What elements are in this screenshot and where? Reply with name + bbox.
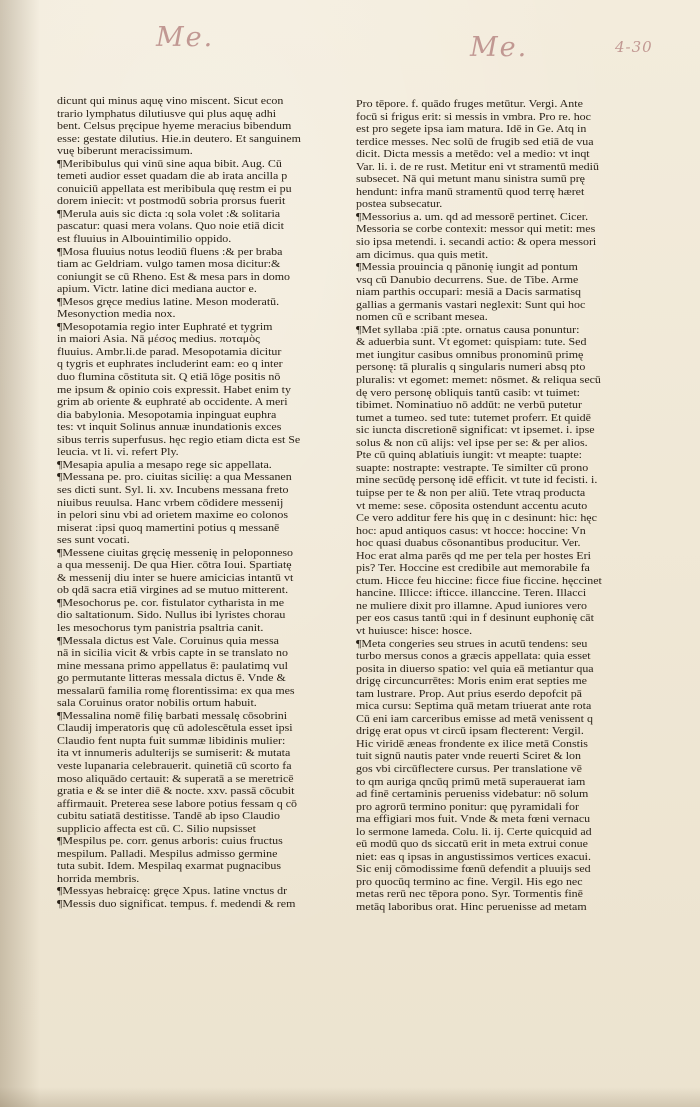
text-line: mine secūdę personę idē efficit. vt tute id fecisti. i. (356, 475, 598, 487)
handwritten-folio-number: 4-30 (615, 38, 653, 56)
text-line: Pro tēpore. f. quādo fruges metūtur. Vergi. Ante (356, 99, 583, 110)
text-line: posita in diuerso spatio: vel quia eā metiantur qua (356, 663, 594, 675)
text-line: ¶Messia prouincia q pānonię iungit ad pontum (356, 262, 578, 274)
text-line: me ipsum & opinio cois expressit. Habet enim ty (57, 384, 291, 396)
text-line: Hoc erat alma parēs qd me per tela per hostes Eri (356, 550, 591, 562)
text-line: vuę biberunt meracissimum. (57, 146, 193, 158)
text-line: Hic viridē æneas frondente ex ilice metā Constis (356, 738, 588, 750)
text-line: Claudij imperatoris quę cū adolescētula esset ipsi (57, 723, 293, 735)
text-line: tam lustrare. Prop. Aut prius eserdo depofcit pā (356, 688, 582, 700)
text-line: metas rerū nec tēpora pono. Syr. Tormentis finē (356, 889, 583, 901)
text-line: ses sunt vocati. (57, 535, 130, 547)
text-line: vsq cū Danubio decurrens. Sue. de Tibe. Arme (356, 274, 579, 286)
text-line: drigę erat opus vt circū ipsam flecterent: Vergil. (356, 726, 584, 738)
text-line: dia babylonia. Mesopotamia inpinguat euphra (57, 409, 277, 421)
text-line: ¶Messana pe. pro. ciuitas sicilię: a qua Messanen (57, 472, 292, 484)
text-line: postea subsecatur. (356, 199, 443, 211)
text-line: pro quocūq termino ac fine. Vergil. His ego nec (356, 876, 583, 888)
text-line: & messenij diu inter se huere amicicias intantū vt (57, 572, 294, 584)
text-line: ¶Mosa fluuius notus leodiū fluens :& per braba (57, 246, 283, 258)
text-line: ita vt innumeris adulterijs se sumiserit: & mutata (57, 748, 291, 760)
text-line: to qm auriga qncūq primū metā superauerat iam (356, 776, 586, 788)
text-line: sio ipsa metendi. i. secandi actio: & opera messori (356, 237, 597, 249)
text-line: horrida membris. (57, 873, 140, 885)
text-line: hancine. Illicce: ifticce. illanccine. Teren. Illacci (356, 588, 587, 600)
text-line: gratia e & se inter diē & nocte. xxv. passā cōcubit (57, 786, 295, 798)
text-line: dicunt qui minus aquę vino miscent. Sicut econ (57, 96, 284, 107)
text-line: ¶Mespilus pe. corr. genus arboris: cuius fructus (57, 836, 283, 848)
text-line: affirmauit. Preterea sese labore potius fessam q cō (57, 798, 298, 810)
text-line: per eos casus tantū :qui in f desinunt euphonię cāt (356, 613, 594, 625)
text-line: metāq laboribus orat. Hinc peruenisse ad metam (356, 902, 587, 913)
text-line: ¶Meta congeries seu strues in acutū tendens: seu (356, 638, 588, 650)
text-line: supplicio affecta est cū. C. Silio nupsisset (57, 823, 256, 835)
text-line: ¶Messis duo significat. tempus. f. medendi & rem (57, 899, 296, 910)
text-line: niuibus reuulsa. Hanc vrbem cōdidere messenij (57, 497, 284, 509)
text-line: in pelori sinu vbi ad orietem maxime eo colonos (57, 510, 288, 522)
text-line: tumet a tumeo. sed tute: tutemet proferr. Et quidē (356, 412, 591, 424)
text-line: bent. Celsus pręcipue hyeme meracius bibendum (57, 121, 292, 133)
text-line: ¶Merula auis sic dicta :q sola volet :& solitaria (57, 208, 281, 220)
text-line: hoc quasi duabus cōsonantibus producitur. Ver. (356, 538, 581, 550)
text-line: sic iuncta discretionē significat: vt ipsemet. i. ipse (356, 425, 595, 437)
text-line: les mesochorus tym panistria psaltria canit. (57, 622, 264, 634)
text-line: niam parthis occupari: mesiā a Dacis sarmatisq (356, 287, 581, 299)
text-line: gos vbi circūflectere cursus. Per translatione vē (356, 763, 582, 775)
text-line: go permutante litteras messala dictus ē. Vnde & (57, 673, 286, 685)
text-line: suapte: nostrapte: vestrapte. Te similter cū prono (356, 462, 589, 474)
text-line: tes: vt inquit Solinus annuæ inundationis exces (57, 422, 282, 434)
text-line: nomen cū e scribant mesea. (356, 312, 488, 324)
text-line: duo flumina cōstituta sit. Q etiā lōge positis nō (57, 372, 281, 384)
text-line: ¶Messalina nomē filię barbati messalę cōsobrini (57, 710, 288, 722)
text-line: sala Coruinus orator nobilis ortum habuit. (57, 698, 257, 710)
text-line: temeti audior esset quadam die ab irata ancilla p (57, 171, 288, 183)
text-line: terdice messes. Nec solū de frugib sed etiā de vua (356, 136, 594, 148)
text-line: ne muliere dixit pro illamne. Apud iuniores vero (356, 600, 587, 612)
text-line: tuta subit. Idem. Mespilaq exarmat pugnacibus (57, 861, 281, 873)
text-line: pis? Ter. Hoccine est credibile aut memorabile fa (356, 563, 590, 575)
text-line: messalarū familia romę florentissima: ex qua mes (57, 685, 295, 697)
bottom-shadow (0, 1087, 700, 1107)
text-line: mica cursu: Septima quā metam triuerat ante rota (356, 701, 592, 713)
text-line: Messoria se corbe contexit: messor qui metit: mes (356, 224, 596, 236)
text-line: moso aliquādo certauit: & superatā a se meretricē (57, 773, 294, 785)
text-line: mine messana primo appellatus ē: paulatimq vul (57, 660, 288, 672)
text-line: tiam ac Geldriam. vulgo tamen mosa dicitur:& (57, 259, 281, 271)
text-line: ¶Messyas hebraicę: gręce Xpus. latine vnctus dr (57, 886, 288, 898)
text-line: Cū eni iam carceribus emisse ad metā venissent q (356, 713, 593, 725)
text-line: turbo mersus conos a græcis appellata: quia esset (356, 651, 591, 663)
text-line: vt meme: sese. cōposita ostendunt accentu acuto (356, 500, 588, 512)
text-line: subsecet. Nā qui metunt manu sinistra sumū prę (356, 174, 585, 186)
text-line: Claudio fent nupta fuit summæ libidinis mulier: (57, 735, 286, 747)
text-line: nā in sicilia vicit & vrbis capte in se translato no (57, 648, 288, 660)
handwritten-annotation-left: Me. (156, 22, 215, 53)
text-line: q tygris et euphrates includerint eam: eo q inter (57, 359, 283, 371)
text-line: Pte cū quinq ablatiuis iungit: vt meapte: tuapte: (356, 450, 583, 462)
text-line: Ce vero additur fere his quę in c desinunt: hic: hęc (356, 513, 597, 525)
text-line: in maiori Asia. Nā μέσος medius. ποταμὸς (57, 334, 260, 346)
text-line: ¶Met syllaba :piā :pte. ornatus causa ponuntur: (356, 324, 580, 336)
text-line: ¶Messala dictus est Vale. Coruinus quia messa (57, 635, 279, 647)
text-line: est fluuius in Albouintimilio oppido. (57, 234, 232, 246)
text-line: ob qdā sacra etiā virgines ad se mutuo mitterent. (57, 585, 289, 597)
text-line: tibimet. Nominatiuo nō addūt: ne verbū putetur (356, 400, 583, 412)
text-line: ma effigiari mos fuit. Vnde & meta fœni vernacu (356, 814, 591, 826)
gutter-shadow (0, 0, 40, 1107)
text-line: dorem iniecit: vt postmodū sobria prorsus fuerit (57, 196, 286, 208)
text-line: tuipse per te & non per aliū. Tete vtraq producta (356, 487, 586, 499)
text-line: ¶Meribibulus qui vinū sine aqua bibit. Aug. Cū (57, 158, 282, 170)
text-line: focū si frigus erit: si messis in vmbra. Pro re. hoc (356, 111, 591, 123)
text-line: ¶Mesochorus pe. cor. fistulator cytharista in me (57, 597, 285, 609)
text-line: ¶Messene ciuitas gręcię messenię in peloponneso (57, 547, 294, 559)
text-line: Mesonyction media nox. (57, 309, 176, 321)
text-line: ¶Mesos gręce medius latine. Meson moderatū. (57, 296, 280, 308)
text-line: ses dicti sunt. Syl. li. xv. Incubens messana freto (57, 484, 289, 496)
text-line: grim ab oriente & euphraté ab occidente. A meri (57, 397, 288, 409)
text-line: miserat :ipsi quoq mamertini potius q messanē (57, 522, 280, 534)
handwritten-annotation-right: Me. (470, 32, 529, 63)
text-line: am dicimus. qua quis metit. (356, 249, 489, 261)
text-line: niet: eas q ipsas in angustissimos vertices exacui. (356, 851, 591, 863)
text-line: dicit. Dicta messis a metēdo: vel a medio: vt inqt (356, 149, 590, 161)
text-line: est pro segete ipsa iam matura. Idē in Ge. Atq in (356, 124, 587, 136)
text-line: hendunt: infra manū stramentū quod terrę hæret (356, 186, 585, 198)
text-line: Var. li. i. de re rust. Metitur eni vt stramentū mediū (356, 161, 599, 173)
text-line: trario lymphatus dilutiusve qui plus aquę adhi (57, 108, 277, 120)
text-line: fluuius. Ambr.li.de parad. Mesopotamia dicitur (57, 346, 282, 358)
text-line: met iungitur casibus omnibus pronominū primę (356, 349, 584, 361)
text-line: tuit signū nautis pater vnde reuerti Sciret & lon (356, 751, 582, 763)
text-line: ¶Mesapia apulia a mesapo rege sic appellata. (57, 459, 272, 471)
text-line: & aduerbia sunt. Vt egomet: quispiam: tute. Sed (356, 337, 587, 349)
text-line: gallias a germanis vastari neglexit: Sunt qui hoc (356, 299, 586, 311)
text-line: dę vero personę obliquis tantū casib: vt tuimet: (356, 387, 581, 399)
text-column-left (57, 96, 357, 912)
text-line: pascatur: quasi mera volans. Quo noie etiā dicit (57, 221, 284, 233)
text-line: dio saltationum. Sido. Nullus ibi lyristes chorau (57, 610, 286, 622)
text-line: mespilum. Palladi. Mespilus admisso germine (57, 848, 278, 860)
text-line: personę: tā pluralis q singularis numeri absq pto (356, 362, 586, 374)
text-line: a qua messenij. De qua Hier. cōtra Ioui. Spartiatę (57, 560, 292, 572)
text-line: vt huiusce: hisce: hosce. (356, 625, 473, 637)
text-line: eū modū quo ds siccatū erit in meta extrui conue (356, 839, 588, 851)
text-line: apium. Victr. latine dici mediana auctor e. (57, 284, 257, 296)
text-line: conuiciū appellata est meribibula quę restm ei pu (57, 183, 292, 195)
text-line: sibus terris superfusus. hęc regio etiam dicta est Se (57, 434, 301, 446)
text-line: leucia. vt li. vi. refert Ply. (57, 447, 179, 459)
text-line: cubitu satiatā destitisse. Tandē ab ipso Claudio (57, 811, 280, 823)
text-line: ctum. Hicce feu hiccine: ficce fiue ficcine. hęccinet (356, 575, 602, 587)
text-line: ad finē certaminis perueniss videbatur: nō solum (356, 789, 589, 801)
text-line: pluralis: vt egomet: memet: nōsmet. & reliqua secū (356, 375, 601, 387)
text-column-right (356, 99, 656, 915)
text-line: drigę circuncurrētes: Moris enim erat septies me (356, 676, 587, 688)
text-line: lo sermone lameda. Colu. li. ij. Certe quicquid ad (356, 826, 592, 838)
text-line: veste lupanaria celebrauerit. quinetiā cū scorto fa (57, 760, 292, 772)
text-line: solus & non cū alijs: vel ipse per se: & per alios. (356, 437, 588, 449)
text-line: Sic enij cōmodissime fœnū defendit a pluuijs sed (356, 864, 591, 876)
text-line: ¶Messorius a. um. qd ad messorē pertinet. Cicer. (356, 211, 589, 223)
text-line: esse: gestate dilutius. Hie.in deutero. Et sanguinem (57, 133, 301, 145)
text-line: coniungit se cū Rheno. Est & mesa pars in domo (57, 271, 290, 283)
text-line: ¶Mesopotamia regio inter Euphraté et tygrim (57, 321, 273, 333)
text-line: pro agrorū termino ponitur: quę pyramidali for (356, 801, 579, 813)
text-line: hoc: apud antiquos casus: vt hocce: hoccine: Vn (356, 525, 586, 537)
